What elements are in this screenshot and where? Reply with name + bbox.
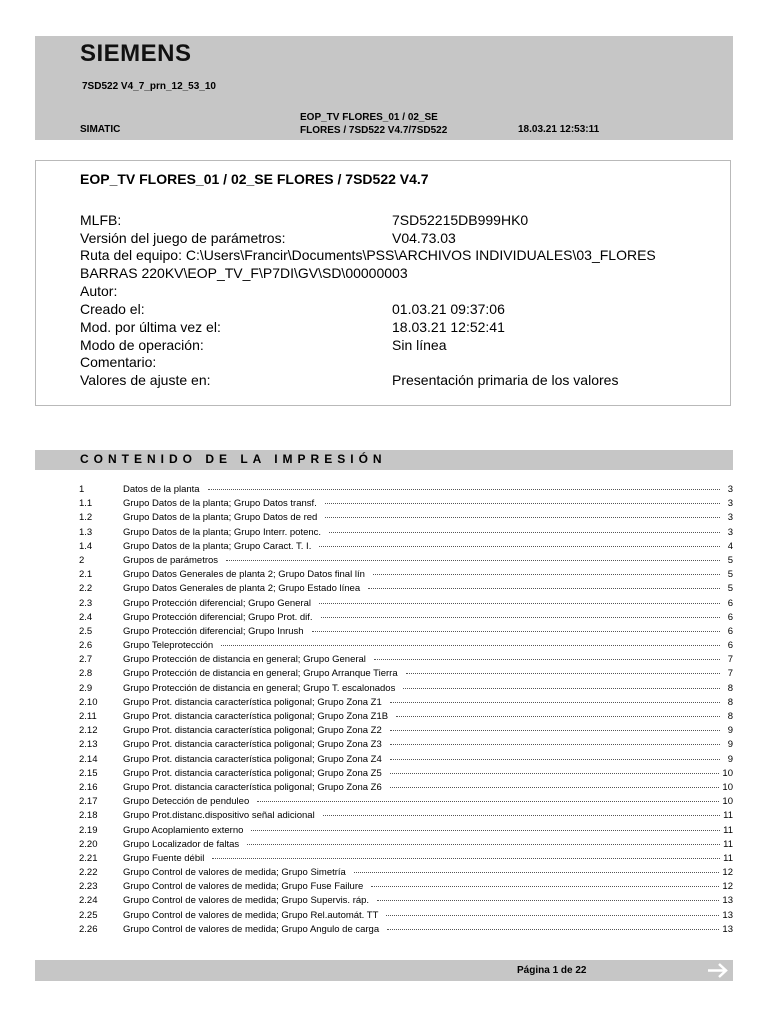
toc-entry-title: Grupo Protección diferencial; Grupo Prot. dif.: [123, 611, 313, 623]
toc-entry-title: Grupo Datos de la planta; Grupo Datos de red: [123, 512, 318, 524]
device-title: EOP_TV FLORES_01 / 02_SE FLORES / 7SD522 V4.7: [80, 171, 429, 187]
toc-entry-line: [123, 653, 733, 667]
toc-entry-line: [123, 809, 733, 823]
toc-entry-line: [123, 824, 733, 838]
toc-dot-leader: [354, 871, 720, 873]
header-band: [35, 36, 733, 140]
project-line-1: EOP_TV FLORES_01 / 02_SE: [300, 112, 438, 123]
toc-entry-number: 2.8: [79, 668, 93, 680]
toc-dot-leader: [387, 928, 719, 930]
toc-dot-leader: [321, 616, 720, 618]
toc-entry[interactable]: [79, 767, 733, 781]
toc-entry-line: [123, 597, 733, 611]
toc-entry-number: 2.1: [79, 569, 93, 581]
toc-entry-page: 3: [727, 498, 733, 510]
toc-entry[interactable]: [79, 653, 733, 667]
toc-dot-leader: [323, 814, 720, 816]
toc-entry[interactable]: [79, 497, 733, 511]
toc-entry[interactable]: [79, 852, 733, 866]
toc-entry-number: 2.15: [79, 767, 98, 779]
print-datetime: 18.03.21 12:53:11: [518, 124, 600, 135]
toc-entry-line: [123, 781, 733, 795]
toc-heading-band: [35, 450, 733, 470]
toc-entry-number: 2.16: [79, 781, 98, 793]
toc-entry-title: Grupo Datos de la planta; Grupo Caract. T. I.: [123, 540, 312, 552]
toc-entry[interactable]: [79, 554, 733, 568]
toc-dot-leader: [257, 800, 719, 802]
toc-entry-page: 9: [727, 725, 733, 737]
toc-entry-line: [123, 540, 733, 554]
toc-entry[interactable]: [79, 540, 733, 554]
toc-dot-leader: [325, 502, 720, 504]
toc-entry-line: [123, 639, 733, 653]
version-value: V04.73.03: [392, 230, 456, 246]
toc-entry-page: 9: [727, 739, 733, 751]
toc-entry-title: Grupo Detección de penduleo: [123, 796, 250, 808]
toc-entry-page: 5: [727, 554, 733, 566]
toc-dot-leader: [221, 644, 720, 646]
toc-dot-leader: [406, 672, 720, 674]
toc-entry-line: [123, 894, 733, 908]
toc-entry-number: 2.21: [79, 852, 98, 864]
toc-entry-title: Grupo Prot.distanc.dispositivo señal adicional: [123, 810, 315, 822]
project-line-2: FLORES / 7SD522 V4.7/7SD522: [300, 125, 448, 136]
toc-entry[interactable]: [79, 696, 733, 710]
toc-entry-title: Grupo Datos Generales de planta 2; Grupo Datos final lín: [123, 569, 365, 581]
toc-dot-leader: [373, 573, 720, 575]
toc-dot-leader: [386, 914, 719, 916]
toc-entry-title: Grupo Protección de distancia en general; Grupo T. escalonados: [123, 682, 396, 694]
toc-entry-number: 2: [79, 554, 85, 566]
document-code: 7SD522 V4_7_prn_12_53_10: [82, 81, 216, 92]
mode-label: Modo de operación:: [80, 337, 204, 353]
toc-dot-leader: [390, 743, 720, 745]
toc-entry-line: [123, 526, 733, 540]
mode-value: Sin línea: [392, 337, 447, 353]
toc-entry-number: 2.7: [79, 654, 93, 666]
toc-entry-title: Grupo Teleprotección: [123, 640, 214, 652]
toc-entry-number: 2.2: [79, 583, 93, 595]
toc-entry[interactable]: [79, 923, 733, 937]
toc-entry-title: Grupo Fuente débil: [123, 852, 205, 864]
toc-entry-number: 1.2: [79, 512, 93, 524]
toc-entry[interactable]: [79, 483, 733, 497]
toc-dot-leader: [208, 488, 720, 490]
toc-entry-title: Grupo Control de valores de medida; Grupo Fuse Failure: [123, 881, 364, 893]
modified-label: Mod. por última vez el:: [80, 319, 221, 335]
toc-entry-number: 2.4: [79, 611, 93, 623]
toc-entry-line: [123, 497, 733, 511]
toc-entry-page: 5: [727, 583, 733, 595]
toc-entry[interactable]: [79, 880, 733, 894]
toc-entry[interactable]: [79, 625, 733, 639]
toc-dot-leader: [371, 885, 719, 887]
toc-entry-number: 1.4: [79, 540, 93, 552]
toc-entry-line: [123, 582, 733, 596]
toc-entry-page: 6: [727, 597, 733, 609]
toc-entry-line: [123, 923, 733, 937]
toc-entry-page: 8: [727, 696, 733, 708]
footer-band: [35, 960, 733, 981]
arrow-right-icon[interactable]: [706, 960, 730, 981]
toc-entry-title: Grupo Prot. distancia característica poligonal; Grupo Zona Z3: [123, 739, 382, 751]
device-path: Ruta del equipo: C:\Users\Francir\Documents\PSS\ARCHIVOS INDIVIDUALES\03_FLORES BARRAS 220KV\EOP_TV_F\P7DI\GV\SD\00000003: [80, 247, 656, 281]
toc-entry-page: 6: [727, 640, 733, 652]
toc-entry-line: [123, 838, 733, 852]
toc-entry-line: [123, 852, 733, 866]
toc-entry-page: 11: [723, 852, 733, 864]
created-value: 01.03.21 09:37:06: [392, 301, 505, 317]
toc-entry-number: 2.6: [79, 640, 93, 652]
toc-entry-line: [123, 625, 733, 639]
simatic-label: SIMATIC: [80, 124, 121, 135]
siemens-logo: SIEMENS: [80, 40, 192, 67]
toc-entry[interactable]: [79, 724, 733, 738]
toc-entry[interactable]: [79, 526, 733, 540]
toc-entry-title: Grupo Protección de distancia en general; Grupo Arranque Tierra: [123, 668, 398, 680]
comment-label: Comentario:: [80, 354, 157, 370]
toc-entry-title: Grupo Prot. distancia característica poligonal; Grupo Zona Z1B: [123, 711, 389, 722]
toc-entry-title: Grupo Protección diferencial; Grupo Inrush: [123, 625, 304, 637]
toc-entry-line: [123, 696, 733, 710]
page-number: Página 1 de 22: [517, 965, 587, 976]
toc-entry-title: Grupo Prot. distancia característica poligonal; Grupo Zona Z5: [123, 767, 382, 779]
toc-entry[interactable]: [79, 582, 733, 596]
toc-entry-title: Grupo Datos Generales de planta 2; Grupo Estado línea: [123, 583, 361, 595]
toc-entry[interactable]: [79, 710, 733, 724]
toc-dot-leader: [251, 829, 720, 831]
toc-dot-leader: [325, 516, 720, 518]
toc-entry[interactable]: [79, 824, 733, 838]
toc-entry-page: 12: [722, 881, 733, 893]
toc-entry-number: 2.22: [79, 867, 98, 879]
toc-entry[interactable]: [79, 894, 733, 908]
toc-entry-page: 3: [727, 512, 733, 524]
toc-entry-number: 2.3: [79, 597, 93, 609]
toc-entry-number: 2.9: [79, 682, 93, 694]
toc-entry-page: 7: [727, 654, 733, 666]
toc-entry-line: [123, 554, 733, 568]
toc-entry-page: 9: [727, 753, 733, 765]
toc-entry-line: [123, 795, 733, 809]
toc-entry[interactable]: [79, 809, 733, 823]
toc-entry[interactable]: [79, 795, 733, 809]
toc-entry-number: 2.11: [79, 711, 97, 722]
toc-entry-page: 5: [727, 569, 733, 581]
toc-dot-leader: [403, 687, 720, 689]
toc-entry-title: Grupo Control de valores de medida; Grupo Simetría: [123, 867, 346, 879]
toc-entry-number: 2.14: [79, 753, 98, 765]
toc-entry-page: 6: [727, 625, 733, 637]
created-label: Creado el:: [80, 301, 145, 317]
toc-entry-page: 13: [722, 895, 733, 907]
toc-entry-title: Datos de la planta: [123, 484, 200, 495]
toc-entry-page: 13: [722, 909, 733, 921]
toc-entry-number: 2.12: [79, 725, 98, 737]
toc-entry-line: [123, 682, 733, 696]
toc-dot-leader: [329, 531, 720, 533]
toc-entry-page: 4: [727, 540, 733, 552]
toc-entry-number: 2.18: [79, 810, 98, 822]
toc-list: [79, 483, 733, 937]
version-label: Versión del juego de parámetros:: [80, 230, 286, 246]
mlfb-label: MLFB:: [80, 212, 122, 228]
toc-entry[interactable]: [79, 866, 733, 880]
toc-entry-title: Grupos de parámetros: [123, 554, 219, 566]
toc-entry-line: [123, 568, 733, 582]
toc-dot-leader: [377, 899, 719, 901]
toc-entry-line: [123, 866, 733, 880]
toc-entry-page: 8: [727, 711, 733, 722]
toc-entry-title: Grupo Localizador de faltas: [123, 838, 240, 850]
toc-entry-page: 3: [727, 484, 733, 495]
toc-entry-title: Grupo Prot. distancia característica poligonal; Grupo Zona Z4: [123, 753, 382, 765]
toc-entry-line: [123, 724, 733, 738]
toc-dot-leader: [396, 715, 720, 717]
toc-entry[interactable]: [79, 568, 733, 582]
toc-entry-line: [123, 667, 733, 681]
toc-entry[interactable]: [79, 909, 733, 923]
toc-entry-number: 2.17: [79, 796, 98, 808]
toc-entry-title: Grupo Datos de la planta; Grupo Datos transf.: [123, 498, 317, 510]
toc-entry[interactable]: [79, 667, 733, 681]
toc-entry-page: 8: [727, 682, 733, 694]
toc-entry-line: [123, 909, 733, 923]
mlfb-value: 7SD52215DB999HK0: [392, 212, 529, 228]
toc-entry-title: Grupo Control de valores de medida; Grupo Supervis. ráp.: [123, 895, 370, 907]
modified-value: 18.03.21 12:52:41: [392, 319, 505, 335]
toc-entry-title: Grupo Acoplamiento externo: [123, 824, 244, 836]
toc-dot-leader: [226, 559, 720, 561]
toc-dot-leader: [374, 658, 720, 660]
toc-entry-number: 2.13: [79, 739, 98, 751]
toc-entry-number: 2.23: [79, 881, 98, 893]
toc-entry-title: Grupo Control de valores de medida; Grupo Angulo de carga: [123, 923, 380, 935]
toc-entry-page: 10: [722, 796, 733, 808]
toc-dot-leader: [212, 857, 720, 859]
toc-entry-title: Grupo Prot. distancia característica poligonal; Grupo Zona Z1: [123, 696, 382, 708]
toc-entry-page: 6: [727, 611, 733, 623]
toc-entry[interactable]: [79, 838, 733, 852]
toc-entry-number: 2.20: [79, 838, 98, 850]
toc-entry-page: 11: [723, 838, 733, 850]
toc-entry-number: 1.3: [79, 526, 93, 538]
toc-entry[interactable]: [79, 511, 733, 525]
toc-entry-title: Grupo Datos de la planta; Grupo Interr. potenc.: [123, 526, 322, 538]
toc-entry-line: [123, 767, 733, 781]
toc-entry-number: 2.24: [79, 895, 98, 907]
toc-entry-line: [123, 611, 733, 625]
toc-entry[interactable]: [79, 597, 733, 611]
toc-dot-leader: [319, 545, 720, 547]
toc-entry-page: 11: [723, 810, 733, 822]
toc-entry-number: 2.25: [79, 909, 98, 921]
toc-entry-line: [123, 738, 733, 752]
project-name: [300, 111, 447, 137]
toc-entry-number: 1.1: [79, 498, 93, 510]
toc-entry-line: [123, 880, 733, 894]
toc-entry-line: [123, 483, 733, 497]
toc-entry-number: 2.5: [79, 625, 93, 637]
toc-dot-leader: [247, 843, 720, 845]
toc-entry-title: Grupo Protección de distancia en general; Grupo General: [123, 654, 366, 666]
toc-entry-page: 12: [722, 867, 733, 879]
toc-dot-leader: [390, 729, 720, 731]
toc-dot-leader: [368, 587, 720, 589]
author-label: Autor:: [80, 283, 118, 299]
toc-entry-page: 13: [722, 923, 733, 935]
toc-entry-line: [123, 511, 733, 525]
toc-entry[interactable]: [79, 682, 733, 696]
toc-entry[interactable]: [79, 611, 733, 625]
toc-entry[interactable]: [79, 781, 733, 795]
toc-dot-leader: [390, 758, 720, 760]
toc-entry-page: 10: [722, 781, 733, 793]
toc-entry-page: 10: [722, 767, 733, 779]
toc-entry-title: Grupo Control de valores de medida; Grupo Rel.automát. TT: [123, 909, 379, 921]
values-label: Valores de ajuste en:: [80, 372, 211, 388]
toc-entry-number: 1: [79, 484, 85, 495]
toc-entry[interactable]: [79, 753, 733, 767]
toc-entry-line: [123, 753, 733, 767]
toc-entry-page: 3: [727, 526, 733, 538]
toc-title: CONTENIDO DE LA IMPRESIÓN: [80, 452, 387, 466]
toc-entry[interactable]: [79, 738, 733, 752]
toc-dot-leader: [312, 630, 720, 632]
toc-entry-number: 2.26: [79, 923, 98, 935]
toc-entry-number: 2.10: [79, 696, 98, 708]
toc-entry-page: 7: [727, 668, 733, 680]
toc-entry[interactable]: [79, 639, 733, 653]
toc-dot-leader: [390, 772, 720, 774]
toc-entry-title: Grupo Protección diferencial; Grupo General: [123, 597, 311, 609]
toc-entry-line: [123, 710, 733, 724]
toc-dot-leader: [390, 701, 720, 703]
toc-entry-number: 2.19: [79, 824, 98, 836]
toc-entry-title: Grupo Prot. distancia característica poligonal; Grupo Zona Z6: [123, 781, 382, 793]
toc-entry-page: 11: [723, 824, 733, 836]
values-value: Presentación primaria de los valores: [392, 372, 619, 388]
toc-entry-title: Grupo Prot. distancia característica poligonal; Grupo Zona Z2: [123, 725, 382, 737]
toc-dot-leader: [390, 786, 720, 788]
device-info-box: [35, 160, 731, 406]
toc-dot-leader: [319, 602, 720, 604]
